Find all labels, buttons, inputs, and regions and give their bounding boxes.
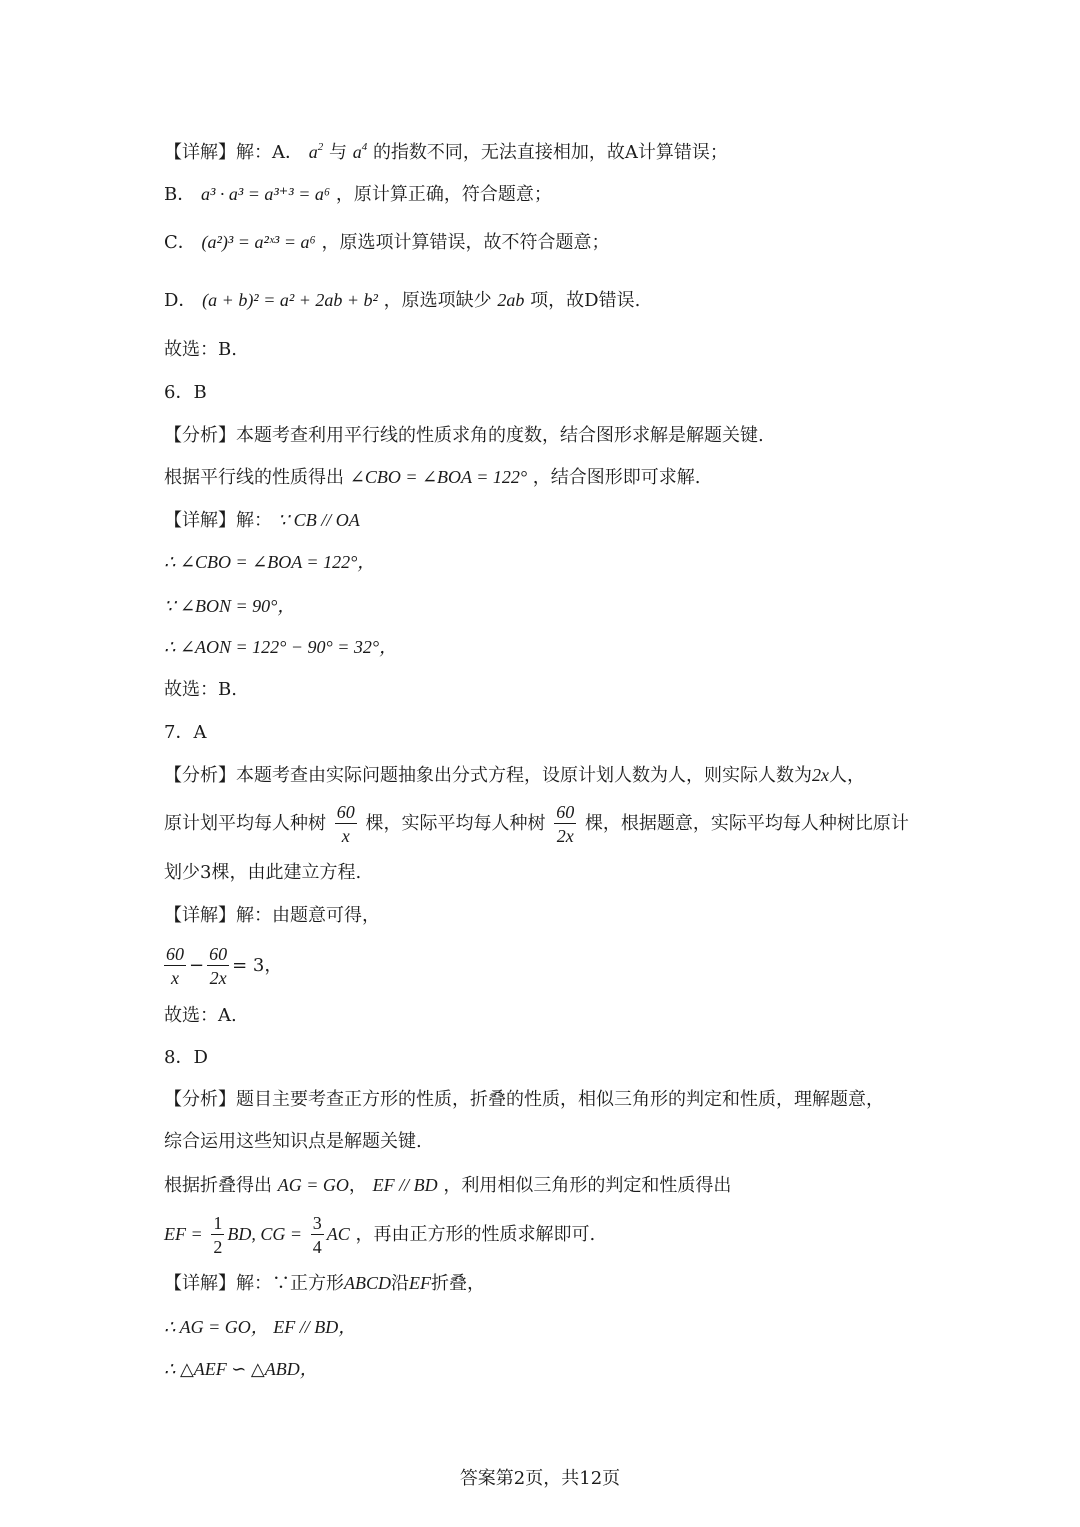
q7-eq-rhs: = 3， xyxy=(232,955,283,976)
q5-detail-intro: 【详解】解：A． xyxy=(164,142,303,163)
q5-detail-line-d xyxy=(164,287,930,314)
q8-detail-text-1: 【详解】解：∵正方形 xyxy=(164,1273,344,1294)
q8-analysis-line1: 【分析】题目主要考查正方形的性质，折叠的性质，相似三角形的判定和性质，理解题意， xyxy=(164,1089,884,1110)
q8-method-math-1: AG = GO xyxy=(277,1175,349,1195)
q7-line2-text-1: 原计划平均每人种树 xyxy=(164,813,326,834)
page-footer: 答案第2页，共12页 xyxy=(459,1468,621,1489)
q8-eq-lhs: EF = xyxy=(164,1224,203,1244)
q5-d-term: 2ab xyxy=(497,290,525,310)
q8-eq-fraction-2-denominator: 4 xyxy=(312,1237,322,1257)
q7-analysis-text-1: 【分析】本题考查由实际问题抽象出分式方程，设原计划人数为人，则实际人数为 xyxy=(164,765,812,786)
q7-eq-fraction-2-denominator: 2x xyxy=(209,968,227,988)
q8-eq-fraction-2 xyxy=(311,1214,324,1256)
q6-detail xyxy=(164,507,930,534)
q8-step2: ∴ △AEF ∽ △ABD， xyxy=(164,1359,318,1379)
q5-d-math: (a + b)² = a² + 2ab + b² xyxy=(202,290,378,310)
q8-step1: ∴ AG = GO， EF // BD， xyxy=(164,1317,357,1337)
q7-fraction-2 xyxy=(554,803,576,845)
q8-detail-term-2: EF xyxy=(409,1273,431,1293)
q7-header: 7．A xyxy=(164,722,207,743)
q8-detail xyxy=(164,1270,930,1297)
q7-detail: 【详解】解：由题意可得， xyxy=(164,905,380,926)
q5-detail-line-a xyxy=(164,139,930,166)
q7-eq-minus: − xyxy=(189,955,205,976)
q6-method xyxy=(164,464,930,491)
q8-method xyxy=(164,1172,930,1199)
q7-fraction-2-denominator: 2x xyxy=(556,826,574,846)
q7-eq-fraction-1 xyxy=(164,945,186,987)
q5-a-text: 的指数不同，无法直接相加，故A计算错误； xyxy=(372,142,728,163)
q5-d-label: D． xyxy=(164,290,197,311)
q8-eq-fraction-2-numerator: 3 xyxy=(312,1213,322,1233)
q8-header: 8．D xyxy=(164,1047,208,1068)
q5-a-term1: $a^2$ xyxy=(308,141,324,162)
q5-detail-line-c xyxy=(164,229,930,256)
q6-method-text-1: 根据平行线的性质得出 xyxy=(164,467,344,488)
q6-step2: ∵ ∠BON = 90°， xyxy=(164,596,296,616)
q5-d-text-1: ，原选项缺少 xyxy=(383,290,492,311)
q6-step1: ∴ ∠CBO = ∠BOA = 122°， xyxy=(164,552,376,572)
q6-header: 6．B xyxy=(164,382,207,403)
q7-fraction-1-numerator: 60 xyxy=(336,802,355,822)
q8-eq-mid: BD, CG = xyxy=(227,1224,303,1244)
q8-method-text-2: ，利用相似三角形的判定和性质得出 xyxy=(443,1175,732,1196)
q5-d-text-2: 项，故D错误. xyxy=(530,290,641,311)
q7-analysis-text-2: 人， xyxy=(829,765,865,786)
q5-c-label: C． xyxy=(164,232,196,253)
q7-fraction-1 xyxy=(335,803,357,845)
q6-method-text-2: ，结合图形即可求解. xyxy=(532,467,701,488)
q8-method-sep: ， xyxy=(348,1175,367,1196)
q7-eq-fraction-1-denominator: x xyxy=(171,968,179,988)
q5-answer: 故选：B. xyxy=(164,339,237,360)
q8-analysis-line2: 综合运用这些知识点是解题关键. xyxy=(164,1131,422,1152)
q5-b-label: B． xyxy=(164,184,196,205)
q5-b-text: ，原计算正确，符合题意； xyxy=(335,184,552,205)
q8-eq-text: ，再由正方形的性质求解即可. xyxy=(355,1224,596,1245)
q6-detail-math: ∵ CB // OA xyxy=(277,510,360,530)
q5-c-text: ，原选项计算错误，故不符合题意； xyxy=(321,232,610,253)
q7-analysis-line1 xyxy=(164,762,930,789)
q7-line2-text-2: 棵，实际平均每人种树 xyxy=(365,813,546,834)
q5-c-math: (a²)³ = a²ˣ³ = a⁶ xyxy=(201,232,316,252)
q7-answer: 故选：A. xyxy=(164,1005,237,1026)
q7-eq-fraction-1-numerator: 60 xyxy=(166,944,184,964)
q6-analysis: 【分析】本题考查利用平行线的性质求角的度数，结合图形求解是解题关键. xyxy=(164,425,764,446)
q8-method-text-1: 根据折叠得出 xyxy=(164,1175,272,1196)
q7-eq-fraction-2 xyxy=(207,945,229,987)
q5-a-term2: $a^4$ xyxy=(352,141,368,162)
q8-detail-text-2: 沿 xyxy=(391,1273,409,1294)
q8-equation-line xyxy=(164,1210,930,1258)
q8-eq-tail: AC xyxy=(326,1224,350,1244)
q6-step3: ∴ ∠AON = 122° − 90° = 32°， xyxy=(164,637,398,657)
q8-eq-fraction-1 xyxy=(211,1214,224,1256)
q5-detail-line-b xyxy=(164,181,930,208)
q8-eq-fraction-1-numerator: 1 xyxy=(213,1213,223,1233)
q6-answer: 故选：B. xyxy=(164,679,237,700)
q5-b-math: a³ · a³ = a³⁺³ = a⁶ xyxy=(200,184,331,204)
q7-analysis-term: 2x xyxy=(812,765,829,785)
q7-equation xyxy=(164,942,930,990)
q8-detail-term-1: ABCD xyxy=(344,1273,391,1293)
q7-line2-text-3: 棵，根据题意，实际平均每人种树比原计 xyxy=(584,813,909,834)
q5-a-mid: 与 xyxy=(328,142,347,163)
q6-detail-label: 【详解】解： xyxy=(164,510,272,531)
q7-fraction-2-numerator: 60 xyxy=(556,802,575,822)
q8-detail-text-3: 折叠， xyxy=(431,1273,485,1294)
q8-method-math-2: EF // BD xyxy=(372,1175,438,1195)
q7-analysis-line2 xyxy=(164,800,930,848)
q7-eq-fraction-2-numerator: 60 xyxy=(209,944,228,964)
q7-fraction-1-denominator: x xyxy=(341,826,350,846)
q8-eq-fraction-1-denominator: 2 xyxy=(213,1237,223,1257)
q7-analysis-line3: 划少3棵，由此建立方程. xyxy=(164,862,362,883)
q6-method-math: ∠CBO = ∠BOA = 122° xyxy=(349,467,528,487)
